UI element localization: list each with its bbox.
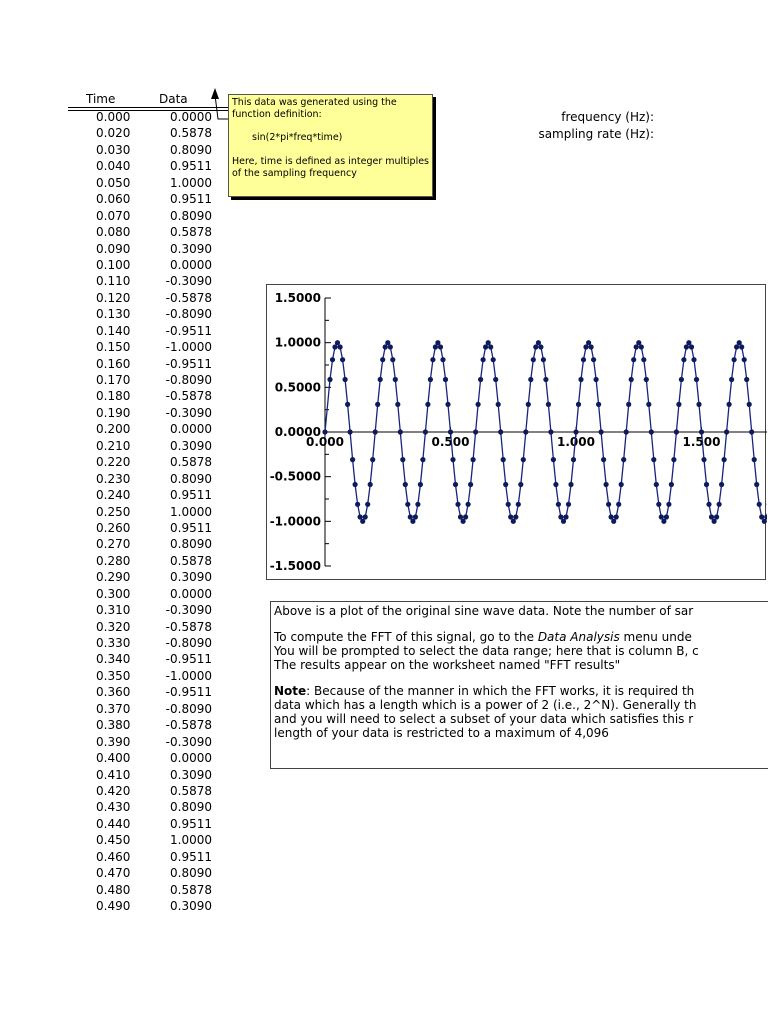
comment-function: sin(2*pi*freq*time) bbox=[252, 132, 343, 143]
textbox-line: You will be prompted to select the data range; here that is column B, c bbox=[274, 644, 699, 658]
data-cell[interactable]: -0.9511 bbox=[165, 323, 212, 338]
data-point bbox=[604, 482, 609, 487]
textbox-text: : Because of the manner in which the FFT works, it is required th bbox=[306, 684, 695, 698]
data-cell[interactable]: -0.5878 bbox=[165, 389, 212, 404]
data-point bbox=[752, 457, 757, 462]
data-cell[interactable]: 0.3090 bbox=[170, 241, 212, 256]
time-cell[interactable]: 0.060 bbox=[96, 192, 131, 207]
data-point bbox=[445, 402, 450, 407]
data-point bbox=[669, 482, 674, 487]
data-cell[interactable]: -0.9511 bbox=[165, 685, 212, 700]
data-point bbox=[614, 514, 619, 519]
data-point bbox=[681, 357, 686, 362]
textbox-text: To compute the FFT of this signal, go to the bbox=[274, 630, 538, 644]
time-cell[interactable]: 0.390 bbox=[96, 734, 131, 749]
time-cell[interactable]: 0.070 bbox=[96, 208, 131, 223]
time-cell[interactable]: 0.490 bbox=[96, 899, 131, 913]
data-cell[interactable]: 0.8090 bbox=[170, 537, 212, 552]
time-cell[interactable]: 0.410 bbox=[96, 767, 131, 782]
data-point bbox=[699, 429, 704, 434]
y-tick-label: -1.0000 bbox=[269, 514, 321, 529]
data-point bbox=[556, 502, 561, 507]
data-point bbox=[370, 457, 375, 462]
data-point bbox=[526, 402, 531, 407]
data-point bbox=[594, 377, 599, 382]
time-cell[interactable]: 0.130 bbox=[96, 307, 131, 322]
textbox-line: and you will need to select a subset of your data which satisfies this r bbox=[274, 712, 694, 726]
data-point bbox=[368, 482, 373, 487]
data-point bbox=[729, 377, 734, 382]
data-point bbox=[388, 344, 393, 349]
x-tick-label: 1.500 bbox=[682, 435, 721, 449]
data-point bbox=[739, 344, 744, 349]
time-cell[interactable]: 0.030 bbox=[96, 142, 131, 157]
data-point bbox=[704, 482, 709, 487]
data-point bbox=[523, 429, 528, 434]
time-cell[interactable]: 0.470 bbox=[96, 866, 131, 881]
data-point bbox=[581, 357, 586, 362]
data-point bbox=[378, 377, 383, 382]
textbox-line: Above is a plot of the original sine wave data. Note the number of sar bbox=[274, 604, 694, 618]
data-point bbox=[573, 429, 578, 434]
time-cell[interactable]: 0.120 bbox=[96, 290, 131, 305]
data-point bbox=[714, 514, 719, 519]
data-point bbox=[415, 502, 420, 507]
data-point bbox=[423, 429, 428, 434]
x-tick-label: 0.000 bbox=[306, 435, 344, 449]
data-cell[interactable]: -0.5878 bbox=[165, 290, 212, 305]
data-point bbox=[330, 357, 335, 362]
data-cell[interactable]: 0.9511 bbox=[170, 488, 212, 503]
data-point bbox=[689, 344, 694, 349]
data-point bbox=[473, 429, 478, 434]
data-point bbox=[363, 514, 368, 519]
data-point bbox=[443, 377, 448, 382]
data-point bbox=[430, 357, 435, 362]
data-point bbox=[398, 429, 403, 434]
data-point bbox=[631, 357, 636, 362]
data-point bbox=[541, 357, 546, 362]
data-cell[interactable]: -0.9511 bbox=[165, 356, 212, 371]
time-cell[interactable]: 0.420 bbox=[96, 783, 131, 798]
time-cell[interactable]: 0.220 bbox=[96, 455, 131, 470]
data-point bbox=[676, 402, 681, 407]
time-cell[interactable]: 0.140 bbox=[96, 323, 131, 338]
data-point bbox=[644, 377, 649, 382]
time-cell[interactable]: 0.200 bbox=[96, 422, 131, 437]
time-cell[interactable]: 0.480 bbox=[96, 882, 131, 897]
data-cell[interactable]: 0.5878 bbox=[170, 783, 212, 798]
time-cell[interactable]: 0.170 bbox=[96, 373, 131, 387]
data-point bbox=[343, 377, 348, 382]
data-point bbox=[476, 402, 481, 407]
data-cell[interactable]: 0.9511 bbox=[170, 192, 212, 207]
data-cell[interactable]: 0.9511 bbox=[170, 816, 212, 831]
time-cell[interactable]: 0.190 bbox=[96, 405, 131, 420]
data-point bbox=[666, 502, 671, 507]
data-point bbox=[501, 457, 506, 462]
data-point bbox=[724, 429, 729, 434]
data-cell[interactable]: 0.3090 bbox=[170, 570, 212, 585]
data-point bbox=[717, 502, 722, 507]
time-cell[interactable]: 0.370 bbox=[96, 701, 131, 716]
data-point bbox=[566, 502, 571, 507]
data-point bbox=[744, 377, 749, 382]
time-cell[interactable]: 0.400 bbox=[96, 751, 131, 766]
time-cell[interactable]: 0.460 bbox=[96, 849, 131, 864]
data-cell[interactable]: 0.5878 bbox=[170, 882, 212, 897]
time-cell[interactable]: 0.380 bbox=[96, 718, 131, 733]
time-column-header: Time bbox=[86, 92, 116, 106]
data-point bbox=[679, 377, 684, 382]
data-cell[interactable]: -0.8090 bbox=[165, 307, 212, 322]
data-point bbox=[696, 402, 701, 407]
data-point bbox=[498, 429, 503, 434]
data-point bbox=[365, 502, 370, 507]
data-cell[interactable]: 0.3090 bbox=[170, 899, 212, 913]
data-point bbox=[518, 482, 523, 487]
data-cell[interactable]: 0.8090 bbox=[170, 142, 212, 157]
data-point bbox=[345, 402, 350, 407]
data-point bbox=[616, 502, 621, 507]
data-point bbox=[619, 482, 624, 487]
data-cell[interactable]: -0.8090 bbox=[165, 701, 212, 716]
data-point bbox=[395, 402, 400, 407]
data-cell[interactable]: 0.0000 bbox=[170, 257, 212, 272]
data-point bbox=[438, 344, 443, 349]
data-point bbox=[626, 402, 631, 407]
time-cell[interactable]: 0.100 bbox=[96, 257, 131, 272]
frequency-label: frequency (Hz): bbox=[561, 110, 654, 124]
data-point bbox=[589, 344, 594, 349]
time-cell[interactable]: 0.210 bbox=[96, 438, 131, 453]
textbox-line: data which has a length which is a power of 2 (i.e., 2^N). Generally th bbox=[274, 698, 697, 712]
data-point bbox=[448, 429, 453, 434]
time-cell[interactable]: 0.180 bbox=[96, 389, 131, 404]
data-point bbox=[481, 357, 486, 362]
comment-text: Here, time is defined as integer multiples of the sampling frequency bbox=[232, 156, 429, 179]
data-point bbox=[528, 377, 533, 382]
data-point bbox=[732, 357, 737, 362]
data-analysis-menu-ref: Data Analysis bbox=[537, 630, 620, 644]
data-point bbox=[656, 502, 661, 507]
data-point bbox=[496, 402, 501, 407]
data-point bbox=[578, 377, 583, 382]
data-point bbox=[425, 402, 430, 407]
data-cell[interactable]: -1.0000 bbox=[165, 340, 212, 355]
data-cell[interactable]: 0.8090 bbox=[170, 471, 212, 486]
sampling-rate-label: sampling rate (Hz): bbox=[538, 127, 654, 141]
y-tick-label: 0.0000 bbox=[274, 425, 321, 439]
y-tick-label: 0.5000 bbox=[274, 380, 321, 395]
y-tick-label: 1.5000 bbox=[274, 291, 321, 305]
data-point bbox=[601, 457, 606, 462]
data-point bbox=[701, 457, 706, 462]
data-point bbox=[521, 457, 526, 462]
data-cell[interactable]: 0.0000 bbox=[170, 110, 212, 124]
time-cell[interactable]: 0.350 bbox=[96, 668, 131, 683]
x-tick-label: 1.000 bbox=[557, 435, 595, 449]
instructions-textbox[interactable] bbox=[270, 601, 768, 769]
data-point bbox=[413, 514, 418, 519]
time-cell[interactable]: 0.450 bbox=[96, 833, 131, 848]
data-point bbox=[543, 377, 548, 382]
comment-text: This data was generated using the function definition: bbox=[232, 97, 397, 120]
data-point bbox=[455, 502, 460, 507]
data-cell[interactable]: 0.9511 bbox=[170, 849, 212, 864]
data-cell[interactable]: 0.0000 bbox=[170, 586, 212, 601]
data-point bbox=[322, 429, 327, 434]
data-point bbox=[428, 377, 433, 382]
time-cell[interactable]: 0.240 bbox=[96, 488, 131, 503]
data-point bbox=[453, 482, 458, 487]
time-cell[interactable]: 0.110 bbox=[96, 274, 131, 289]
data-point bbox=[418, 482, 423, 487]
data-cell[interactable]: 0.5878 bbox=[170, 225, 212, 240]
data-point bbox=[478, 377, 483, 382]
textbox-line: The results appear on the worksheet named "FFT results" bbox=[274, 658, 621, 672]
time-cell[interactable]: 0.360 bbox=[96, 685, 131, 700]
data-point bbox=[646, 402, 651, 407]
data-cell[interactable]: -0.5878 bbox=[165, 619, 212, 634]
data-point bbox=[596, 402, 601, 407]
data-cell[interactable]: 1.0000 bbox=[170, 833, 212, 848]
y-tick-label: -1.5000 bbox=[269, 559, 321, 573]
data-point bbox=[488, 344, 493, 349]
data-point bbox=[757, 502, 762, 507]
header-rule bbox=[68, 107, 228, 108]
time-cell[interactable]: 0.300 bbox=[96, 586, 131, 601]
data-cell[interactable]: 0.0000 bbox=[170, 422, 212, 437]
data-point bbox=[531, 357, 536, 362]
data-point bbox=[719, 482, 724, 487]
data-point bbox=[747, 402, 752, 407]
data-point bbox=[674, 429, 679, 434]
data-point bbox=[571, 457, 576, 462]
y-tick-label: 1.0000 bbox=[274, 335, 321, 350]
data-point bbox=[727, 402, 732, 407]
note-label: Note bbox=[274, 684, 307, 698]
data-point bbox=[405, 502, 410, 507]
data-point bbox=[400, 457, 405, 462]
data-point bbox=[463, 514, 468, 519]
data-cell[interactable]: 0.3090 bbox=[170, 767, 212, 782]
time-cell[interactable]: 0.280 bbox=[96, 553, 131, 568]
data-point bbox=[516, 502, 521, 507]
time-cell[interactable]: 0.430 bbox=[96, 800, 131, 815]
time-cell[interactable]: 0.310 bbox=[96, 603, 131, 618]
data-point bbox=[373, 429, 378, 434]
time-cell[interactable]: 0.340 bbox=[96, 652, 131, 667]
data-point bbox=[649, 429, 654, 434]
data-cell[interactable]: 0.0000 bbox=[170, 751, 212, 766]
data-point bbox=[513, 514, 518, 519]
data-point bbox=[393, 377, 398, 382]
data-point bbox=[503, 482, 508, 487]
data-point bbox=[440, 357, 445, 362]
time-cell[interactable]: 0.260 bbox=[96, 520, 131, 535]
time-cell[interactable]: 0.000 bbox=[96, 110, 131, 124]
data-cell[interactable]: 1.0000 bbox=[170, 175, 212, 190]
data-cell[interactable]: -0.8090 bbox=[165, 636, 212, 650]
data-point bbox=[624, 429, 629, 434]
time-cell[interactable]: 0.040 bbox=[96, 159, 131, 174]
data-point bbox=[606, 502, 611, 507]
data-cell[interactable]: 0.8090 bbox=[170, 866, 212, 881]
data-point bbox=[355, 502, 360, 507]
data-point bbox=[639, 344, 644, 349]
data-point bbox=[548, 429, 553, 434]
data-point bbox=[390, 357, 395, 362]
data-point bbox=[350, 457, 355, 462]
data-point bbox=[506, 502, 511, 507]
data-cell[interactable]: -0.3090 bbox=[165, 734, 212, 749]
data-point bbox=[568, 482, 573, 487]
data-cell[interactable]: 0.9511 bbox=[170, 159, 212, 174]
data-cell[interactable]: -1.0000 bbox=[165, 668, 212, 683]
data-cell[interactable]: 0.8090 bbox=[170, 208, 212, 223]
time-cell[interactable]: 0.270 bbox=[96, 537, 131, 552]
time-cell[interactable]: 0.440 bbox=[96, 816, 131, 831]
x-tick-label: 0.500 bbox=[431, 435, 470, 449]
time-cell[interactable]: 0.320 bbox=[96, 619, 131, 634]
data-cell[interactable]: -0.3090 bbox=[165, 603, 212, 618]
data-point bbox=[468, 482, 473, 487]
textbox-line: length of your data is restricted to a maximum of 4,096 bbox=[274, 726, 609, 740]
chart-plot bbox=[267, 285, 767, 581]
data-point bbox=[651, 457, 656, 462]
data-point bbox=[629, 377, 634, 382]
data-cell[interactable]: -0.8090 bbox=[165, 373, 212, 387]
data-cell[interactable]: 0.9511 bbox=[170, 520, 212, 535]
data-point bbox=[754, 482, 759, 487]
data-column-header: Data bbox=[159, 92, 188, 106]
time-cell[interactable]: 0.290 bbox=[96, 570, 131, 585]
data-point bbox=[664, 514, 669, 519]
data-point bbox=[491, 357, 496, 362]
data-cell[interactable]: 1.0000 bbox=[170, 504, 212, 519]
time-cell[interactable]: 0.230 bbox=[96, 471, 131, 486]
time-cell[interactable]: 0.250 bbox=[96, 504, 131, 519]
data-point bbox=[671, 457, 676, 462]
time-cell[interactable]: 0.330 bbox=[96, 636, 131, 650]
cell-comment[interactable] bbox=[228, 94, 433, 197]
sine-wave-chart[interactable] bbox=[266, 284, 766, 580]
data-point bbox=[553, 482, 558, 487]
time-cell[interactable]: 0.160 bbox=[96, 356, 131, 371]
data-point bbox=[375, 402, 380, 407]
data-point bbox=[654, 482, 659, 487]
data-point bbox=[563, 514, 568, 519]
data-point bbox=[706, 502, 711, 507]
data-point bbox=[576, 402, 581, 407]
data-point bbox=[471, 457, 476, 462]
data-point bbox=[466, 502, 471, 507]
data-point bbox=[694, 377, 699, 382]
time-cell[interactable]: 0.020 bbox=[96, 126, 131, 141]
data-point bbox=[641, 357, 646, 362]
data-point bbox=[353, 482, 358, 487]
data-point bbox=[722, 457, 727, 462]
data-cell[interactable]: 0.5878 bbox=[170, 455, 212, 470]
data-cell[interactable]: -0.3090 bbox=[165, 405, 212, 420]
data-point bbox=[621, 457, 626, 462]
data-point bbox=[403, 482, 408, 487]
data-point bbox=[546, 402, 551, 407]
data-cell[interactable]: 0.3090 bbox=[170, 438, 212, 453]
data-point bbox=[493, 377, 498, 382]
data-point bbox=[327, 377, 332, 382]
time-cell[interactable]: 0.050 bbox=[96, 175, 131, 190]
y-tick-label: -0.5000 bbox=[269, 469, 321, 484]
data-point bbox=[348, 429, 353, 434]
data-point bbox=[599, 429, 604, 434]
data-cell[interactable]: -0.3090 bbox=[165, 274, 212, 289]
data-point bbox=[380, 357, 385, 362]
data-point bbox=[749, 429, 754, 434]
data-cell[interactable]: 0.8090 bbox=[170, 800, 212, 815]
data-cell[interactable]: -0.5878 bbox=[165, 718, 212, 733]
data-point bbox=[591, 357, 596, 362]
time-cell[interactable]: 0.090 bbox=[96, 241, 131, 256]
time-cell[interactable]: 0.150 bbox=[96, 340, 131, 355]
data-point bbox=[340, 357, 345, 362]
data-point bbox=[742, 357, 747, 362]
data-cell[interactable]: 0.5878 bbox=[170, 126, 212, 141]
textbox-text: menu unde bbox=[619, 630, 692, 644]
data-point bbox=[420, 457, 425, 462]
data-cell[interactable]: -0.9511 bbox=[165, 652, 212, 667]
data-point bbox=[691, 357, 696, 362]
time-cell[interactable]: 0.080 bbox=[96, 225, 131, 240]
data-cell[interactable]: 0.5878 bbox=[170, 553, 212, 568]
data-point bbox=[551, 457, 556, 462]
data-point bbox=[338, 344, 343, 349]
data-point bbox=[538, 344, 543, 349]
data-point bbox=[450, 457, 455, 462]
